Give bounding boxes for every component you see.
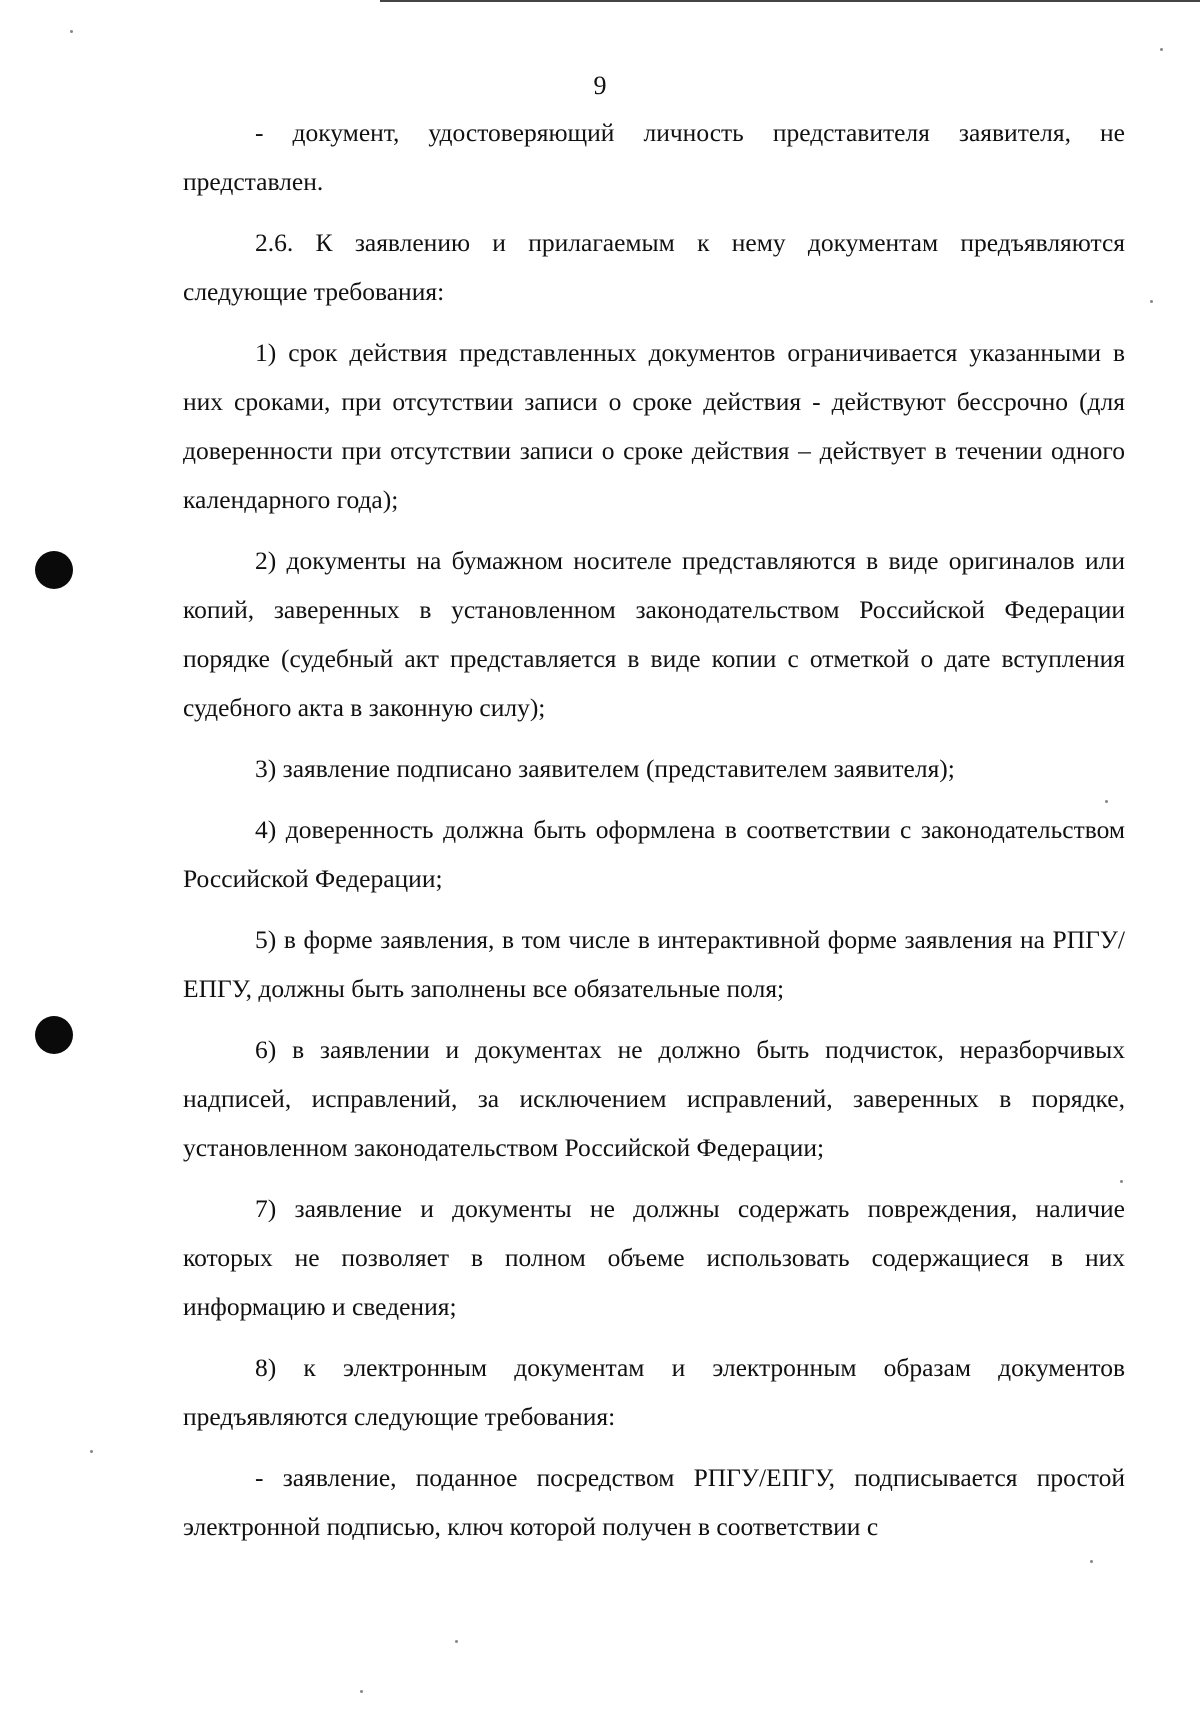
paragraph: 6) в заявлении и документах не должно быть подчисток, неразборчивых надписей, исправлений, за исключением исправлений, заверенных в порядке, установленном законодательством Российской Федерации; [183, 1035, 1125, 1162]
paragraph: - заявление, поданное посредством РПГУ/ЕПГУ, подписывается простой электронной подписью, ключ которой получен в соответствии с [183, 1463, 1125, 1541]
scan-speck [1120, 1180, 1123, 1183]
punch-hole-mark [35, 551, 73, 589]
scan-speck [1105, 800, 1108, 803]
scan-speck [455, 1640, 458, 1643]
paragraph: 4) доверенность должна быть оформлена в соответствии с законодательством Российской Федерации; [183, 815, 1125, 893]
paragraph: 1) срок действия представленных документов ограничивается указанными в них сроками, при отсутствии записи о сроке действия - действуют бессрочно (для доверенности при отсутствии записи о сроке действия – действует в течении одного календарного года); [183, 338, 1125, 514]
paragraph: 2) документы на бумажном носителе представляются в виде оригиналов или копий, заверенных в установленном законодательством Российской Федерации порядке (судебный акт представляется в виде копии с отметкой о дате вступления судебного акта в законную силу); [183, 546, 1125, 722]
top-rule [380, 0, 1200, 2]
paragraph: 3) заявление подписано заявителем (представителем заявителя); [255, 754, 955, 783]
paragraph: - документ, удостоверяющий личность представителя заявителя, не представлен. [183, 118, 1125, 196]
paragraph: 8) к электронным документам и электронным образам документов предъявляются следующие требования: [183, 1353, 1125, 1431]
page-number: 9 [593, 71, 607, 100]
punch-hole-mark [35, 1016, 73, 1054]
scan-speck [1090, 1560, 1093, 1563]
paragraph: 7) заявление и документы не должны содержать повреждения, наличие которых не позволяет в полном объеме использовать содержащиеся в них информацию и сведения; [183, 1194, 1125, 1321]
document-body [183, 108, 1125, 1551]
scan-speck [1150, 300, 1153, 303]
scan-speck [360, 1690, 363, 1693]
paragraph: 2.6. К заявлению и прилагаемым к нему документам предъявляются следующие требования: [183, 228, 1125, 306]
scan-speck [90, 1450, 93, 1453]
scan-speck [70, 30, 73, 33]
scan-speck [1160, 48, 1163, 51]
paragraph: 5) в форме заявления, в том числе в интерактивной форме заявления на РПГУ/ЕПГУ, должны быть заполнены все обязательные поля; [183, 925, 1125, 1003]
